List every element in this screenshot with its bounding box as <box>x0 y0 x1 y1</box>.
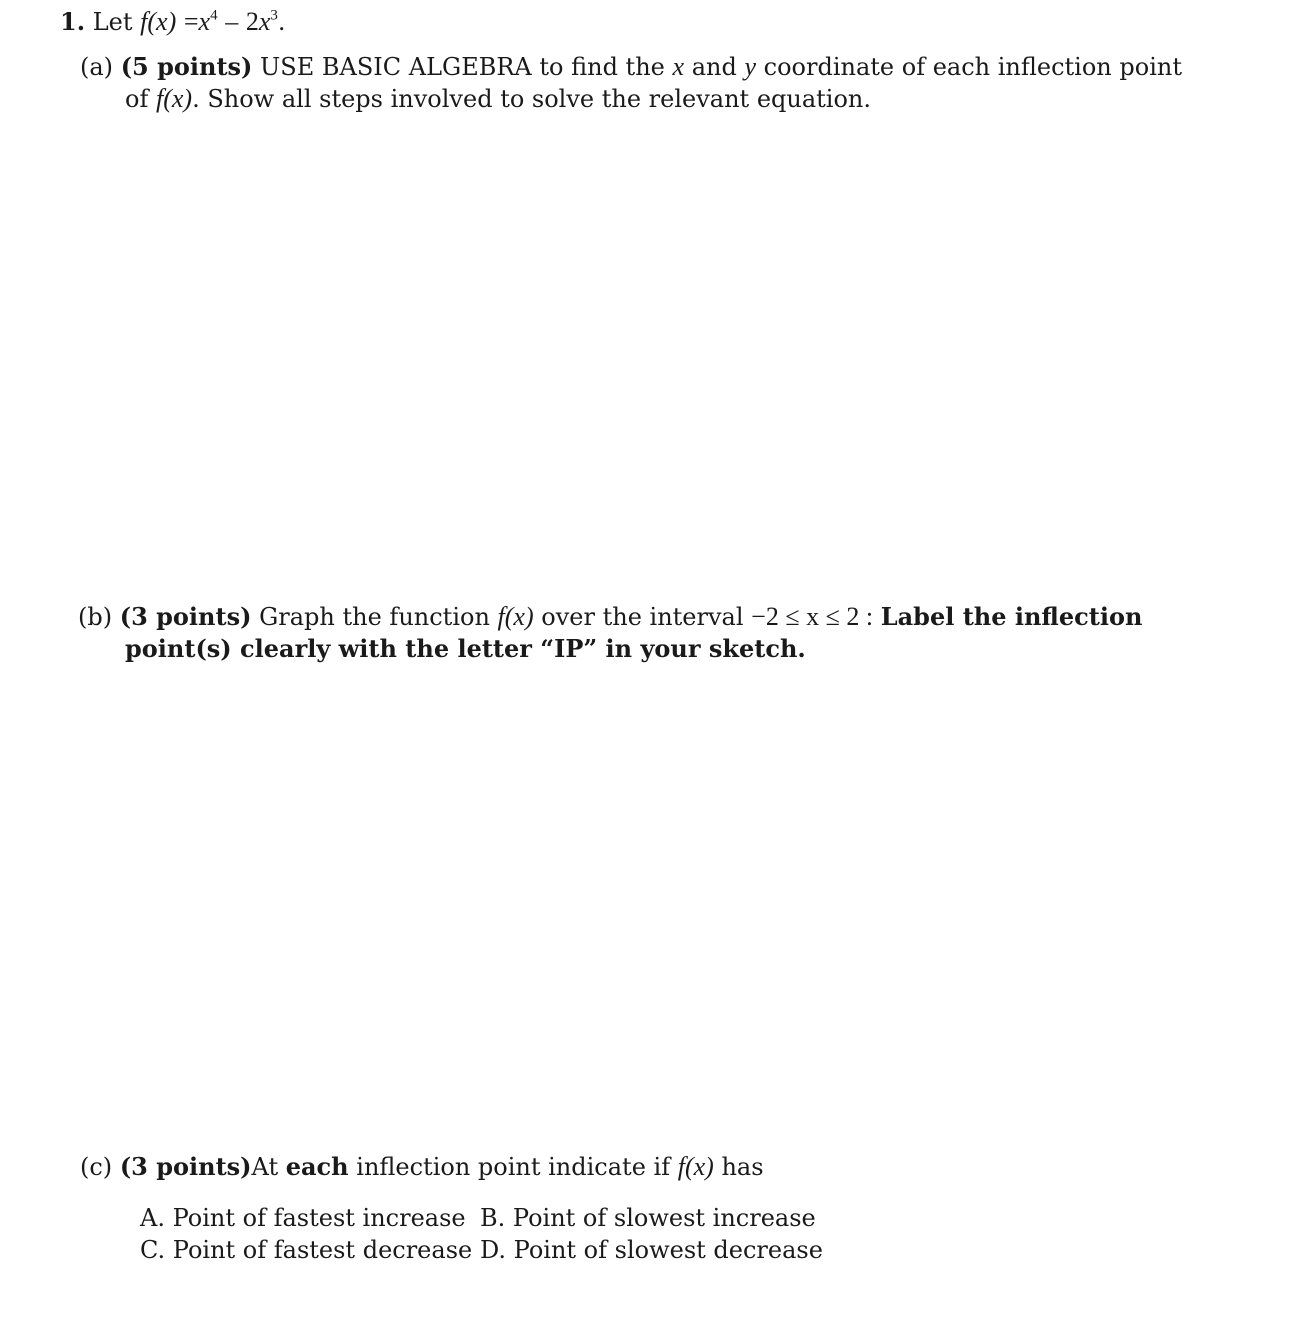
part-b-text-2: over the interval <box>541 603 744 631</box>
option-c: C. Point of fastest decrease <box>140 1236 473 1264</box>
part-a-var-x: x <box>672 52 685 81</box>
part-a-fx: f(x) <box>155 84 193 113</box>
part-b-points: (3 points) <box>119 602 252 631</box>
term1-base: x <box>198 7 211 36</box>
part-b-line-2 <box>125 633 806 665</box>
part-c-line-1 <box>80 1151 764 1183</box>
part-b-line-1 <box>78 601 1142 633</box>
problem-number: 1. <box>60 7 86 36</box>
part-a-and: and <box>691 53 737 81</box>
problem-period: . <box>277 8 286 36</box>
part-a-text-1: USE BASIC ALGEBRA to find the <box>260 53 665 81</box>
problem-statement <box>60 6 286 38</box>
part-a-text-3-post: . Show all steps involved to solve the relevant equation. <box>192 85 872 113</box>
part-c-points: (3 points) <box>119 1152 252 1181</box>
part-a-text-3-pre: of <box>125 85 149 113</box>
part-c-fx: f(x) <box>677 1152 714 1181</box>
minus-sign: – <box>225 7 239 36</box>
part-a-line-2 <box>125 83 871 115</box>
term1-exponent: 4 <box>210 7 218 24</box>
part-a-label: (a) <box>80 53 114 81</box>
part-c-label: (c) <box>80 1153 113 1181</box>
problem-lead: Let <box>92 8 133 36</box>
option-a: A. Point of fastest increase <box>140 1204 466 1232</box>
part-c-each: each <box>285 1152 349 1181</box>
part-a-points: (5 points) <box>120 52 253 81</box>
part-b-text-1: Graph the function <box>259 603 490 631</box>
part-b-bold-2: point(s) clearly with the letter “IP” in your sketch. <box>125 634 806 663</box>
term2-base: x <box>258 7 271 36</box>
function-lhs: f(x) <box>140 7 177 36</box>
part-a-line-1 <box>80 51 1182 83</box>
part-a-text-2: coordinate of each inflection point <box>763 53 1182 81</box>
part-b-bold-1: Label the inflection <box>880 602 1143 631</box>
part-a-var-y: y <box>744 52 757 81</box>
term2-exponent: 3 <box>270 7 278 24</box>
part-b-interval: −2 ≤ x ≤ 2 : <box>751 602 874 631</box>
option-b: B. Point of slowest increase <box>480 1204 816 1232</box>
part-b-fx: f(x) <box>497 602 534 631</box>
part-c-text-3: has <box>721 1153 764 1181</box>
option-d: D. Point of slowest decrease <box>480 1236 823 1264</box>
equals-sign: = <box>183 7 199 36</box>
part-b-label: (b) <box>78 603 113 631</box>
part-c-text-1: At <box>251 1153 279 1181</box>
term2-coefficient: 2 <box>245 7 259 36</box>
part-c-text-2: inflection point indicate if <box>356 1153 671 1181</box>
